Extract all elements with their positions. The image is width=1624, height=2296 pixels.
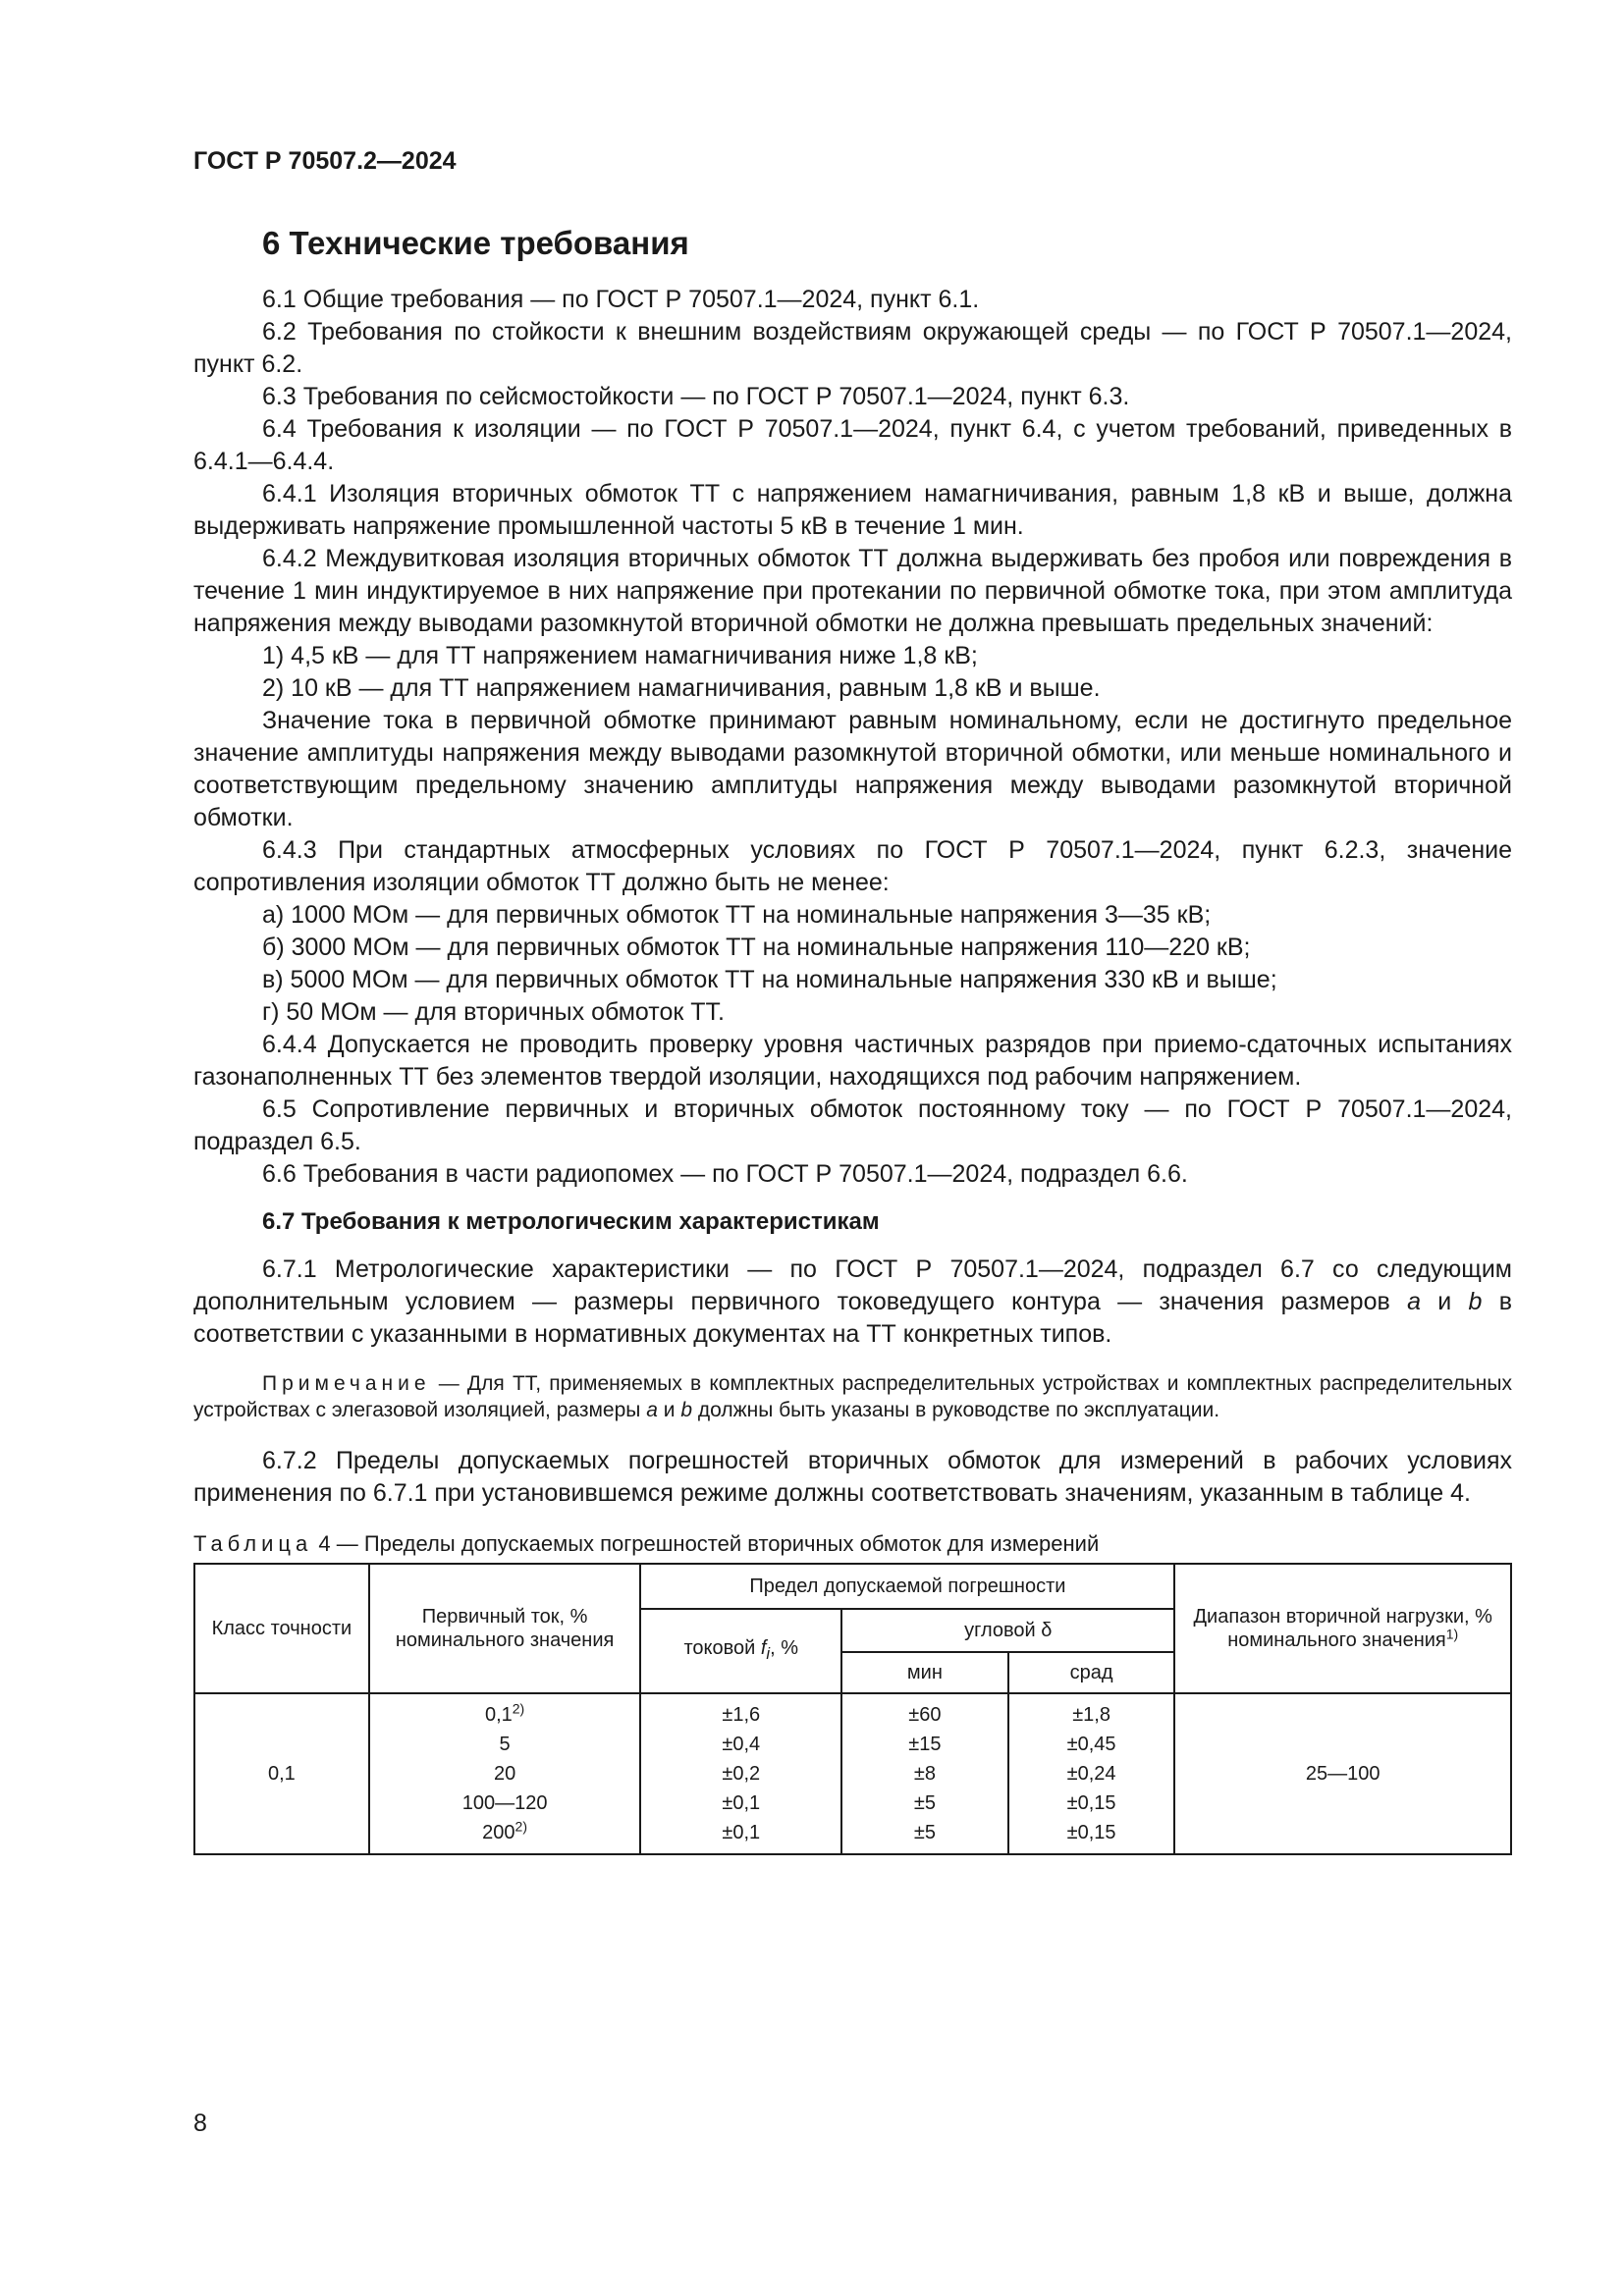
page-number: 8	[193, 2109, 207, 2137]
current-value	[374, 1730, 636, 1759]
current-value	[374, 1789, 636, 1818]
section-title: 6 Технические требования	[262, 225, 689, 261]
list-item: 2) 10 кВ — для ТТ напряжением намагничивания, равным 1,8 кВ и выше.	[262, 674, 1101, 702]
document-page	[193, 147, 1512, 1855]
current-value	[374, 1700, 636, 1730]
cell-burden-range: 25—100	[1174, 1693, 1511, 1854]
current-value	[374, 1759, 636, 1789]
cell-current-errors	[640, 1693, 841, 1854]
text-segment: в соответствии с указанными в нормативных документах на ТТ конкретных типов.	[193, 1288, 1513, 1348]
angle-crad-value: ±0,15	[1066, 1822, 1116, 1843]
header-crad: срад	[1008, 1652, 1175, 1693]
text-segment: — Для ТТ, применяемых в комплектных распределительных устройствах и комплектных распределительных устройствах с элегазовой изоляцией, размеры	[193, 1372, 1512, 1421]
header-angular: угловой δ	[841, 1609, 1174, 1652]
paragraph-6-4: 6.4 Требования к изоляции — по ГОСТ Р 70507.1—2024, пункт 6.4, с учетом требований, приведенных в 6.4.1—6.4.4.	[193, 415, 1512, 475]
angle-crad-value: ±0,15	[1066, 1792, 1116, 1814]
value-text: 200	[482, 1822, 515, 1843]
angle-min-value: ±15	[908, 1734, 942, 1755]
error-limits-table	[193, 1563, 1512, 1855]
list-item: г) 50 МОм — для вторичных обмоток ТТ.	[262, 998, 725, 1026]
header-accuracy-class: Класс точности	[194, 1564, 369, 1693]
value-text: 0,1	[484, 1704, 513, 1726]
paragraph-6-4-1: 6.4.1 Изоляция вторичных обмоток ТТ с напряжением намагничивания, равным 1,8 кВ и выше, должна выдерживать напряжение промышленной частоты 5 кВ в течение 1 мин.	[193, 480, 1512, 540]
angle-min-value: ±5	[913, 1822, 936, 1843]
subsection-title: 6.7 Требования к метрологическим характеристикам	[262, 1208, 880, 1235]
note-lead: Примечание	[262, 1372, 431, 1395]
paragraph-6-7-2: 6.7.2 Пределы допускаемых погрешностей вторичных обмоток для измерений в рабочих условиях применения по 6.7.1 при установившемся режиме должны соответствовать значениям, указанным в таблице 4.	[193, 1447, 1512, 1507]
footnote-ref: 1)	[1445, 1626, 1459, 1642]
header-minutes: мин	[841, 1652, 1008, 1693]
table-row	[194, 1693, 1511, 1854]
value-text: 100—120	[461, 1792, 548, 1814]
header-burden-text: Диапазон вторичной нагрузки, % номинального значения	[1193, 1606, 1492, 1651]
text-segment: и	[1437, 1288, 1452, 1315]
current-error-value: ±0,1	[722, 1792, 761, 1814]
paragraph-6-4-3: 6.4.3 При стандартных атмосферных условиях по ГОСТ Р 70507.1—2024, пункт 6.2.3, значение сопротивления изоляции обмоток ТТ должно быть не менее:	[193, 836, 1512, 896]
table-caption-text: 4 — Пределы допускаемых погрешностей вторичных обмоток для измерений	[318, 1531, 1100, 1556]
document-code: ГОСТ Р 70507.2—2024	[193, 147, 457, 175]
cell-angle-minutes	[841, 1693, 1008, 1854]
header-current-error-lead: токовой	[683, 1637, 756, 1659]
paragraph-6-5: 6.5 Сопротивление первичных и вторичных обмоток постоянному току — по ГОСТ Р 70507.1—2024, подраздел 6.5.	[193, 1095, 1512, 1155]
value-text: 5	[499, 1734, 511, 1755]
text-segment: и	[663, 1399, 676, 1421]
current-error-value: ±1,6	[722, 1704, 761, 1726]
angle-crad-value: ±0,24	[1066, 1763, 1116, 1785]
list-item: 1) 4,5 кВ — для ТТ напряжением намагничивания ниже 1,8 кВ;	[262, 642, 978, 669]
current-error-value: ±0,4	[722, 1734, 761, 1755]
list-item: б) 3000 МОм — для первичных обмоток ТТ на номинальные напряжения 110—220 кВ;	[262, 934, 1251, 961]
angle-crad-value: ±0,45	[1066, 1734, 1116, 1755]
paragraph-6-4-4: 6.4.4 Допускается не проводить проверку уровня частичных разрядов при приемо-сдаточных испытаниях газонаполненных ТТ без элементов твердой изоляции, находящихся под рабочим напряжением.	[193, 1031, 1512, 1091]
header-burden-range	[1174, 1564, 1511, 1693]
symbol-a: a	[1407, 1288, 1421, 1315]
symbol-b: b	[680, 1399, 693, 1421]
angle-min-value: ±60	[908, 1704, 942, 1726]
header-error-limit: Предел допускаемой погрешности	[640, 1564, 1174, 1609]
angle-min-value: ±5	[913, 1792, 936, 1814]
cell-angle-crad	[1008, 1693, 1175, 1854]
paragraph-6-3: 6.3 Требования по сейсмостойкости — по ГОСТ Р 70507.1—2024, пункт 6.3.	[262, 383, 1130, 410]
angle-crad-value: ±1,8	[1072, 1704, 1110, 1726]
current-value	[374, 1818, 636, 1847]
paragraph-6-2: 6.2 Требования по стойкости к внешним воздействиям окружающей среды — по ГОСТ Р 70507.1—2024, пункт 6.2.	[193, 318, 1512, 378]
current-error-value: ±0,2	[722, 1763, 761, 1785]
header-current-error	[640, 1609, 841, 1693]
header-primary-current: Первичный ток, % номинального значения	[369, 1564, 641, 1693]
footnote-ref: 2)	[512, 1700, 525, 1717]
angle-min-value: ±8	[913, 1763, 936, 1785]
paragraph-6-4-2-tail: Значение тока в первичной обмотке принимают равным номинальному, если не достигнуто предельное значение амплитуды напряжения между выводами разомкнутой вторичной обмотки, или меньше номинального и соответствующим предельному значению амплитуды напряжения между выводами разомкнутой вторичной обмотки.	[193, 707, 1512, 831]
symbol-f: f	[760, 1637, 767, 1659]
paragraph-6-1: 6.1 Общие требования — по ГОСТ Р 70507.1—2024, пункт 6.1.	[262, 286, 980, 313]
paragraph-6-4-2: 6.4.2 Междувитковая изоляция вторичных обмоток ТТ должна выдерживать без пробоя или повреждения в течение 1 мин индуктируемое в них напряжение при протекании по первичной обмотке тока, при этом амплитуда напряжения между выводами разомкнутой вторичной обмотки не должна превышать предельных значений:	[193, 545, 1512, 637]
current-error-value: ±0,1	[722, 1822, 761, 1843]
cell-primary-currents	[369, 1693, 641, 1854]
text-segment: должны быть указаны в руководстве по эксплуатации.	[697, 1399, 1220, 1421]
table-caption	[193, 1531, 1512, 1557]
value-text: 20	[493, 1763, 516, 1785]
list-item: в) 5000 МОм — для первичных обмоток ТТ на номинальные напряжения 330 кВ и выше;	[262, 966, 1277, 993]
list-item: а) 1000 МОм — для первичных обмоток ТТ на номинальные напряжения 3—35 кВ;	[262, 901, 1212, 929]
symbol-b: b	[1468, 1288, 1483, 1315]
text-segment: 6.7.1 Метрологические характеристики — по ГОСТ Р 70507.1—2024, подраздел 6.7 со следующим дополнительным условием — размеры первичного токоведущего контура — значения размеров	[193, 1255, 1512, 1315]
note	[193, 1370, 1512, 1423]
paragraph-6-6: 6.6 Требования в части радиопомех — по ГОСТ Р 70507.1—2024, подраздел 6.6.	[262, 1160, 1188, 1188]
footnote-ref: 2)	[514, 1818, 527, 1835]
header-current-error-unit: , %	[770, 1637, 799, 1659]
symbol-subscript: i	[766, 1644, 771, 1663]
cell-class: 0,1	[194, 1693, 369, 1854]
symbol-a: a	[646, 1399, 658, 1421]
table-caption-lead: Таблица	[193, 1531, 313, 1556]
paragraph-6-7-1	[193, 1254, 1512, 1351]
